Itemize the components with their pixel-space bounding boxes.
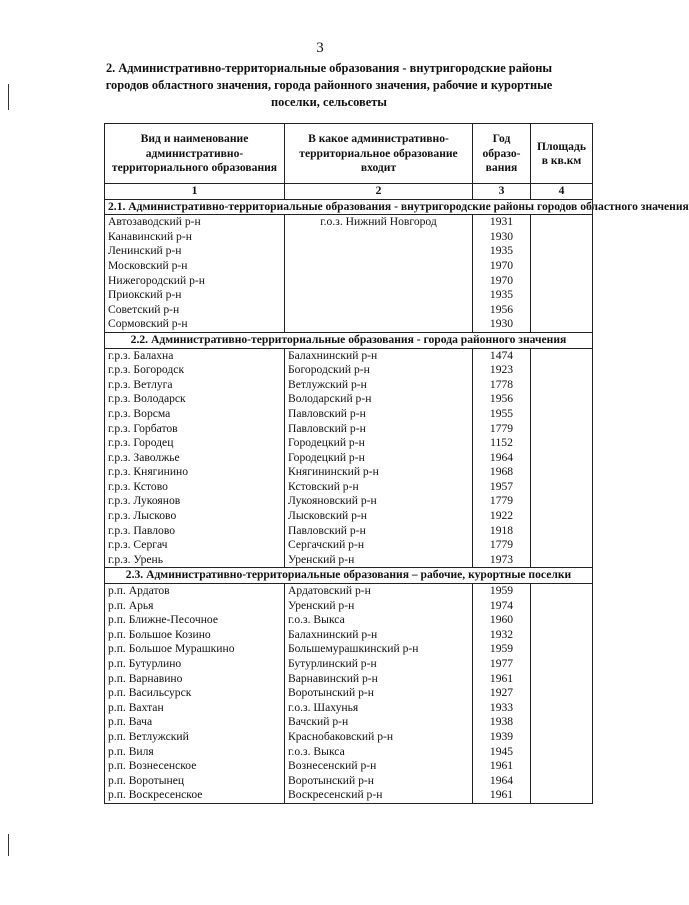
parent-unit: Павловский р-н [285,524,473,539]
area-cell [531,436,593,451]
column-number: 4 [531,184,593,200]
table-row [105,715,593,730]
area-cell [531,584,593,599]
formation-year: 1933 [473,701,531,716]
formation-year: 1956 [473,303,531,318]
area-cell [531,788,593,803]
unit-name: р.п. Вахтан [105,701,285,716]
formation-year: 1964 [473,774,531,789]
unit-name: г.р.з. Княгинино [105,465,285,480]
unit-name: р.п. Ближне-Песочное [105,613,285,628]
unit-name: р.п. Бутурлино [105,657,285,672]
table-row [105,392,593,407]
area-cell [531,759,593,774]
unit-name: Ленинский р-н [105,244,285,259]
area-cell [531,686,593,701]
unit-name: р.п. Вознесенское [105,759,285,774]
table-row [105,363,593,378]
formation-year: 1977 [473,657,531,672]
section-title: 2.1. Административно-территориальные образования - внутригородские районы городов областного значения [105,199,593,215]
unit-name: р.п. Ардатов [105,584,285,599]
unit-name: р.п. Большое Мурашкино [105,642,285,657]
parent-unit: г.о.з. Нижний Новгород [285,215,473,333]
header-parent: В какое административно-территориальное образование входит [285,124,473,184]
unit-name: Московский р-н [105,259,285,274]
area-cell [531,407,593,422]
header-name: Вид и наименование административно-территориального образования [105,124,285,184]
area-cell [531,480,593,495]
unit-name: р.п. Арья [105,599,285,614]
unit-name: р.п. Варнавино [105,672,285,687]
parent-unit: Лысковский р-н [285,509,473,524]
unit-name: г.р.з. Володарск [105,392,285,407]
table-row [105,509,593,524]
table-row [105,407,593,422]
table-row [105,215,593,230]
unit-name: Нижегородский р-н [105,274,285,289]
unit-name: г.р.з. Лысково [105,509,285,524]
parent-unit: Городецкий р-н [285,436,473,451]
table-row [105,538,593,553]
territorial-table [104,123,689,804]
table-row [105,436,593,451]
formation-year: 1964 [473,451,531,466]
unit-name: г.р.з. Богородск [105,363,285,378]
unit-name: г.р.з. Урень [105,553,285,568]
area-cell [531,715,593,730]
parent-unit: Лукояновский р-н [285,494,473,509]
unit-name: р.п. Большое Козино [105,628,285,643]
table-row [105,451,593,466]
parent-unit: Сергачский р-н [285,538,473,553]
table-row [105,759,593,774]
section-title: 2.3. Административно-территориальные образования – рабочие, курортные поселки [105,568,593,584]
area-cell [531,628,593,643]
area-cell [531,745,593,760]
unit-name: г.р.з. Ветлуга [105,378,285,393]
parent-unit: Бутурлинский р-н [285,657,473,672]
parent-unit: Богородский р-н [285,363,473,378]
formation-year: 1939 [473,730,531,745]
formation-year: 1779 [473,494,531,509]
area-cell [531,451,593,466]
area-cell [531,509,593,524]
parent-unit: Городецкий р-н [285,451,473,466]
area-cell [531,378,593,393]
formation-year: 1152 [473,436,531,451]
parent-unit: Княгининский р-н [285,465,473,480]
unit-name: р.п. Воскресенское [105,788,285,803]
formation-year: 1923 [473,363,531,378]
parent-unit: Воротынский р-н [285,774,473,789]
formation-year: 1974 [473,599,531,614]
formation-year: 1957 [473,480,531,495]
parent-unit: г.о.з. Шахунья [285,701,473,716]
table-row [105,730,593,745]
table-row [105,788,593,803]
column-number: 2 [285,184,473,200]
formation-year: 1931 [473,215,531,230]
unit-name: г.р.з. Павлово [105,524,285,539]
parent-unit: Павловский р-н [285,422,473,437]
table-row [105,613,593,628]
formation-year: 1935 [473,244,531,259]
column-number: 3 [473,184,531,200]
unit-name: р.п. Виля [105,745,285,760]
area-cell [531,348,593,363]
area-cell [531,730,593,745]
formation-year: 1927 [473,686,531,701]
parent-unit: Воскресенский р-н [285,788,473,803]
unit-name: г.р.з. Кстово [105,480,285,495]
unit-name: г.р.з. Ворсма [105,407,285,422]
table-row [105,628,593,643]
parent-unit: Вознесенский р-н [285,759,473,774]
area-cell [531,553,593,568]
unit-name: Приокский р-н [105,288,285,303]
unit-name: г.р.з. Городец [105,436,285,451]
unit-name: г.р.з. Лукоянов [105,494,285,509]
formation-year: 1968 [473,465,531,480]
area-cell [531,363,593,378]
table-row [105,584,593,599]
parent-unit: Балахнинский р-н [285,348,473,363]
document-title: 2. Административно-территориальные образования - внутригородские районы городов областного значения, города районного значения, рабочие и курортные поселки, сельсоветы [105,61,553,109]
area-cell [531,422,593,437]
section-title: 2.2. Административно-территориальные образования - города районного значения [105,332,593,348]
area-cell [531,774,593,789]
section-2-3-rows [105,584,593,804]
formation-year: 1918 [473,524,531,539]
formation-year: 1474 [473,348,531,363]
table-row [105,465,593,480]
parent-unit: Уренский р-н [285,599,473,614]
area-cell [531,465,593,480]
table-row [105,701,593,716]
column-number-row [105,184,593,200]
table-row [105,378,593,393]
formation-year: 1961 [473,672,531,687]
unit-name: р.п. Васильсурск [105,686,285,701]
area-cell [531,672,593,687]
formation-year: 1973 [473,553,531,568]
table-row [105,745,593,760]
unit-name: р.п. Воротынец [105,774,285,789]
area-cell [531,538,593,553]
page-number: 3 [316,40,324,56]
parent-unit: Краснобаковский р-н [285,730,473,745]
section-header-2-1 [105,199,593,215]
section-header-2-2 [105,332,593,348]
formation-year: 1778 [473,378,531,393]
formation-year: 1922 [473,509,531,524]
formation-year: 1970 [473,274,531,289]
parent-unit: Володарский р-н [285,392,473,407]
parent-unit: Воротынский р-н [285,686,473,701]
scan-edge-mark-top [8,84,9,110]
formation-year: 1959 [473,642,531,657]
section-header-2-3 [105,568,593,584]
formation-year: 1970 [473,259,531,274]
area-cell [531,524,593,539]
formation-year: 1961 [473,759,531,774]
table-row [105,599,593,614]
formation-year: 1930 [473,230,531,245]
unit-name: Канавинский р-н [105,230,285,245]
column-number: 1 [105,184,285,200]
unit-name: Автозаводский р-н [105,215,285,230]
table-row [105,494,593,509]
parent-unit: Ветлужский р-н [285,378,473,393]
parent-unit: Ардатовский р-н [285,584,473,599]
parent-unit: Уренский р-н [285,553,473,568]
area-cell [531,215,593,333]
formation-year: 1959 [473,584,531,599]
header-area: Площадь в кв.км [531,124,593,184]
table-row [105,686,593,701]
formation-year: 1930 [473,317,531,332]
table-row [105,672,593,687]
table-row [105,422,593,437]
parent-unit: Кстовский р-н [285,480,473,495]
area-cell [531,657,593,672]
parent-unit: Павловский р-н [285,407,473,422]
table-row [105,348,593,363]
parent-unit: Балахнинский р-н [285,628,473,643]
table-row [105,657,593,672]
formation-year: 1956 [473,392,531,407]
parent-unit: г.о.з. Выкса [285,745,473,760]
formation-year: 1779 [473,422,531,437]
formation-year: 1935 [473,288,531,303]
formation-year: 1938 [473,715,531,730]
formation-year: 1960 [473,613,531,628]
table-row [105,553,593,568]
parent-unit: Варнавинский р-н [285,672,473,687]
table-row [105,524,593,539]
unit-name: г.р.з. Сергач [105,538,285,553]
table-row [105,774,593,789]
unit-name: Сормовский р-н [105,317,285,332]
table-row [105,480,593,495]
formation-year: 1945 [473,745,531,760]
area-cell [531,599,593,614]
scan-edge-mark-bottom [8,834,9,856]
unit-name: р.п. Вача [105,715,285,730]
unit-name: г.р.з. Балахна [105,348,285,363]
unit-name: г.р.з. Горбатов [105,422,285,437]
parent-unit: Большемурашкинский р-н [285,642,473,657]
unit-name: Советский р-н [105,303,285,318]
unit-name: р.п. Ветлужский [105,730,285,745]
area-cell [531,392,593,407]
table-header-row [105,124,593,184]
area-cell [531,494,593,509]
table-row [105,642,593,657]
unit-name: г.р.з. Заволжье [105,451,285,466]
header-year: Год образо-вания [473,124,531,184]
formation-year: 1961 [473,788,531,803]
formation-year: 1932 [473,628,531,643]
formation-year: 1955 [473,407,531,422]
parent-unit: г.о.з. Выкса [285,613,473,628]
area-cell [531,613,593,628]
formation-year: 1779 [473,538,531,553]
area-cell [531,701,593,716]
area-cell [531,642,593,657]
parent-unit: Вачский р-н [285,715,473,730]
section-2-2-rows [105,348,593,568]
